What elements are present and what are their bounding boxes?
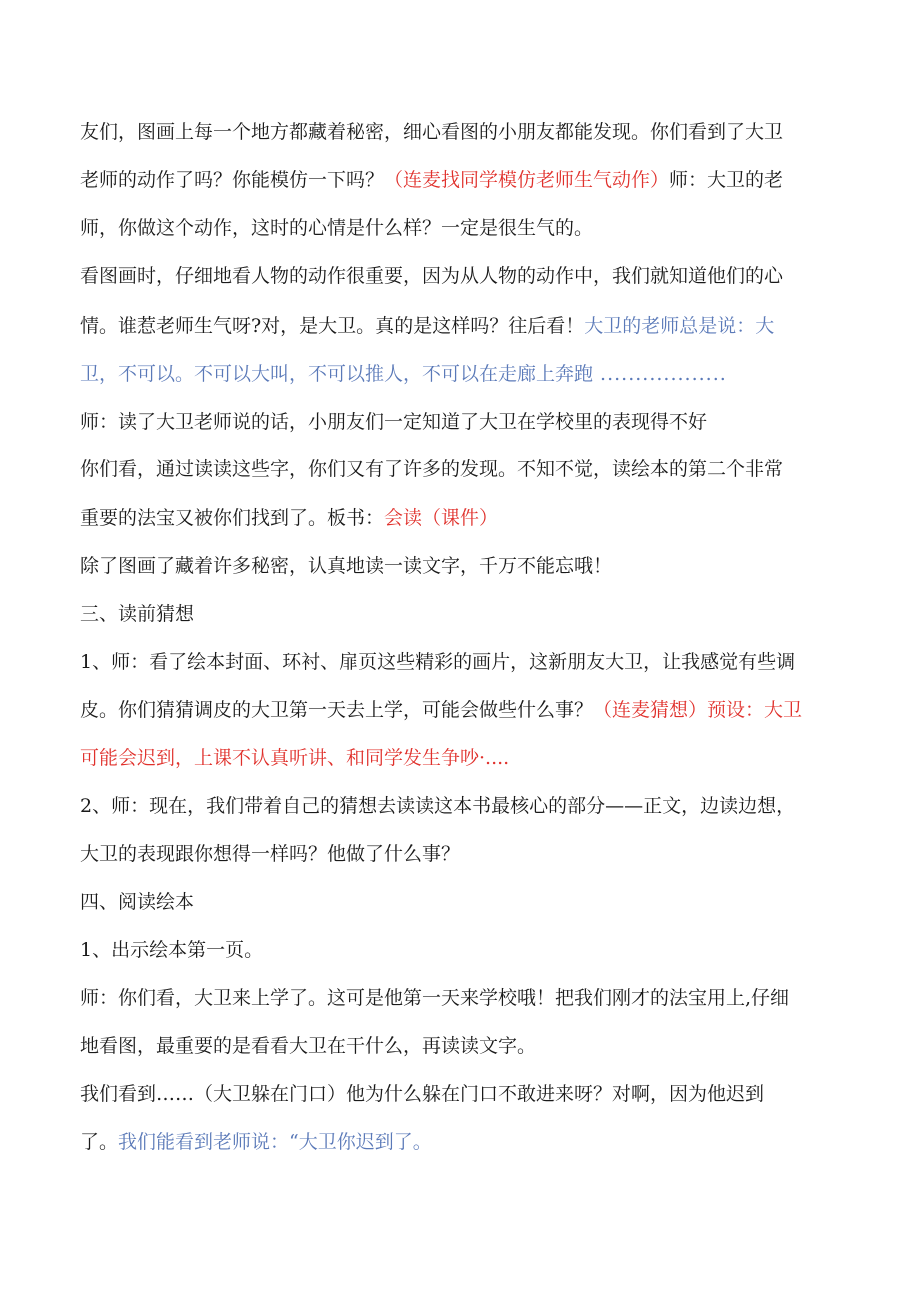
paragraph-line (80, 1129, 850, 1155)
text-span: 三、读前猜想 (80, 603, 195, 625)
paragraph-line (80, 697, 850, 723)
text-span: 重要的法宝又被你们找到了。板书： (80, 507, 385, 529)
paragraph-line (80, 649, 850, 675)
text-span: 师：大卫的老 (669, 169, 784, 191)
text-span: 1、出示绘本第一页。 (80, 939, 264, 961)
red-annotation: （连麦猜想）预设：大卫 (593, 699, 803, 721)
red-annotation: 可能会迟到，上课不认真听讲、和同学发生争吵·.... (80, 747, 510, 769)
paragraph-line (80, 263, 850, 289)
section-heading (80, 601, 850, 627)
text-span: 友们，图画上每一个地方都藏着秘密，细心看图的小朋友都能发现。你们看到了大卫 (80, 121, 784, 143)
text-span: 1、师：看了绘本封面、环衬、扉页这些精彩的画片，这新朋友大卫，让我感觉有些调 (80, 651, 796, 673)
paragraph-line (80, 745, 850, 771)
paragraph-line (80, 456, 850, 482)
paragraph-line (80, 1081, 850, 1107)
paragraph-line (80, 793, 850, 819)
ellipsis-dots: .................. (593, 363, 727, 385)
text-span: 大卫的表现跟你想得一样吗？他做了什么事？ (80, 843, 461, 865)
paragraph-line (80, 553, 850, 579)
blue-quote: 我们能看到老师说：“大卫你迟到了。 (118, 1131, 432, 1153)
text-span: 师：读了大卫老师说的话，小朋友们一定知道了大卫在学校里的表现得不好 (80, 411, 708, 433)
section-heading (80, 889, 850, 915)
paragraph-line (80, 409, 850, 435)
text-span: 师：你们看，大卫来上学了。这可是他第一天来学校哦！把我们刚才的法宝用上,仔细 (80, 987, 790, 1009)
text-span: 看图画时，仔细地看人物的动作很重要，因为从人物的动作中，我们就知道他们的心 (80, 265, 784, 287)
paragraph-line (80, 937, 850, 963)
paragraph-line (80, 361, 850, 387)
text-span: 四、阅读绘本 (80, 891, 195, 913)
paragraph-line (80, 1033, 850, 1059)
text-span: 地看图，最重要的是看看大卫在干什么，再读读文字。 (80, 1035, 537, 1057)
paragraph-line (80, 505, 850, 531)
paragraph-line (80, 167, 850, 193)
paragraph-line (80, 841, 850, 867)
text-span: 你们看，通过读读这些字，你们又有了许多的发现。不知不觉，读绘本的第二个非常 (80, 458, 784, 480)
text-span: 师，你做这个动作，这时的心情是什么样？一定是很生气的。 (80, 217, 594, 239)
red-annotation: （连麦找同学模仿老师生气动作） (384, 169, 670, 191)
red-annotation: 会读（课件） (384, 507, 499, 529)
text-span: 除了图画了藏着许多秘密，认真地读一读文字，千万不能忘哦！ (80, 555, 613, 577)
blue-quote: 大卫的老师总是说：大 (584, 315, 775, 337)
paragraph-line (80, 215, 850, 241)
text-span: 我们看到……（大卫躲在门口）他为什么躲在门口不敢进来呀？对啊，因为他迟到 (80, 1083, 765, 1105)
paragraph-line (80, 119, 850, 145)
text-span: 情。谁惹老师生气呀?对，是大卫。真的是这样吗？往后看！ (80, 315, 585, 337)
text-span: 老师的动作了吗？你能模仿一下吗？ (80, 169, 385, 191)
text-span: 皮。你们猜猜调皮的大卫第一天去上学，可能会做些什么事？ (80, 699, 594, 721)
text-span: 了。 (80, 1131, 119, 1153)
paragraph-line (80, 985, 850, 1011)
paragraph-line (80, 313, 850, 339)
text-span: 2、师：现在，我们带着自己的猜想去读读这本书最核心的部分——正文，边读边想， (80, 795, 796, 817)
blue-quote: 卫，不可以。不可以大叫，不可以推人，不可以在走廊上奔跑 (80, 363, 594, 385)
